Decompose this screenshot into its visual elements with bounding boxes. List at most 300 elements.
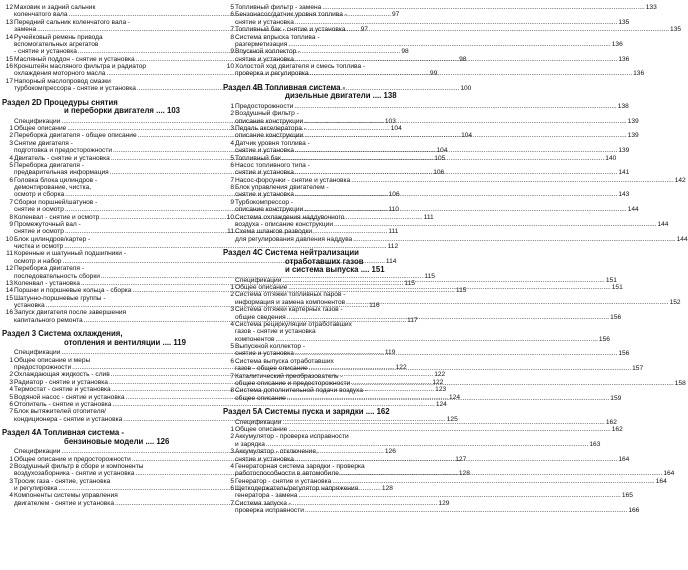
entry-title: Охлаждающая жидкость - слив	[14, 371, 110, 379]
entry-title-line: Система охлаждения наддувочного	[235, 213, 345, 221]
section-page: 119	[173, 337, 186, 347]
entry-number: 16	[5, 63, 13, 70]
entry-page: 156	[610, 313, 622, 321]
entry-title: предосторожности	[14, 364, 72, 371]
entry-page: 139	[627, 132, 639, 140]
entry-number: 4	[230, 462, 234, 470]
entry-title: Коленвал - установка	[14, 279, 80, 287]
entry-number: 4	[230, 139, 234, 147]
entry-page: 141	[618, 169, 630, 177]
entry-number: 7	[230, 372, 234, 380]
section-4b-heading: Раздел 4B Топливная система - дизельные двигатели .... 138	[223, 84, 435, 101]
toc-entry	[223, 357, 644, 373]
entry-title: Коленвал - снятие и осмотр	[14, 213, 100, 221]
entry-title: Переборка двигателя - общее описание	[14, 132, 137, 140]
entry-page: 164	[663, 470, 675, 478]
section-page: 126	[156, 436, 170, 446]
entry-title: снятие и установка	[235, 55, 294, 63]
toc-entry	[223, 228, 688, 243]
entry-title-line: демонтирование, чистка,	[14, 184, 92, 191]
entry-page: 105	[434, 154, 446, 162]
leader-dots	[295, 147, 617, 154]
entry-number: 10	[5, 235, 13, 243]
leader-dots	[304, 206, 626, 213]
leader-dots	[309, 365, 631, 372]
entry-number: 9	[9, 220, 13, 228]
entry-title: Общее описание	[14, 125, 67, 132]
entry-number: 10	[226, 213, 234, 221]
entry-title: снятие и установка	[235, 191, 294, 199]
entry-title-line: газов - снятие и установка	[235, 328, 316, 336]
entry-page: 135	[670, 26, 682, 34]
entry-title-line: Запуск двигателя после завершения	[14, 309, 127, 317]
entry-number: 8	[230, 184, 234, 191]
entry-page: 157	[632, 365, 644, 373]
entry-title: для регулирования давления наддува	[235, 235, 353, 243]
entry-number: 13	[5, 279, 13, 287]
entry-title-line: Снятие двигателя -	[14, 139, 73, 147]
entry-page: 111	[423, 213, 434, 221]
leader-dots	[346, 299, 668, 306]
leader-dots	[295, 456, 617, 463]
entry-number: 3	[9, 477, 13, 485]
entry-number: 13	[5, 18, 13, 26]
entry-page: 98	[401, 48, 409, 56]
toc-entry	[223, 33, 623, 49]
section-page: 103	[167, 106, 181, 116]
entry-page: 124	[448, 393, 460, 401]
entry-number: 5	[9, 393, 13, 401]
entry-title: Радиатор - снятие и установка	[14, 378, 108, 386]
entry-page: 104	[436, 147, 448, 155]
entry-title-line: Головка блока цилиндров -	[14, 176, 98, 184]
entry-page: 166	[628, 507, 640, 515]
entry-number: 8	[9, 213, 13, 221]
entry-number: 7	[9, 198, 13, 206]
entry-page: 144	[657, 220, 669, 228]
entry-title: снятие и установка	[235, 455, 294, 463]
entry-number: 2	[9, 462, 13, 470]
leader-dots	[347, 26, 669, 33]
section-4a-heading: Раздел 4A Топливная система - бензиновые модели .... 126	[2, 429, 213, 446]
entry-title-line: Холостой ход двигателя и смесь топлива -	[235, 63, 366, 70]
entry-page: 159	[610, 394, 622, 402]
entry-number: 6	[230, 11, 234, 19]
entry-number: 5	[230, 154, 234, 162]
entry-title: Предосторожности	[235, 102, 294, 110]
entry-title-line: Датчик уровня топлива -	[235, 139, 310, 147]
entry-title: установка	[14, 302, 45, 309]
entry-number: 17	[5, 77, 13, 85]
section-title-line-1: Раздел 4B Топливная система -	[223, 82, 346, 92]
entry-title: снятие и установка	[235, 169, 294, 177]
entry-title-line: Аккумулятор - проверка исправности	[235, 433, 349, 441]
entry-title-line: Ручейковый ремень привода	[14, 33, 103, 41]
entry-title: турбокомпрессора - снятие и установка	[14, 85, 136, 93]
entry-number: 7	[9, 408, 13, 416]
entry-title: описание конструкции	[235, 117, 304, 125]
entry-title: общее описание и предосторожности	[235, 379, 351, 387]
entry-title-line: вспомогательных агрегатов	[14, 40, 99, 48]
entry-title: описание конструкции	[235, 132, 304, 140]
entry-page: 127	[455, 455, 467, 463]
entry-page: 151	[611, 284, 623, 292]
entry-title: компонентов	[235, 335, 275, 343]
entry-title-line: Блок управления двигателем -	[235, 184, 329, 191]
toc-entry	[223, 343, 630, 358]
entry-number: 1	[230, 284, 234, 292]
entry-number: 10	[226, 63, 234, 70]
entry-title: замена	[14, 26, 37, 34]
entry-title: газов - общее описание	[235, 365, 308, 373]
entry-page: 97	[360, 26, 368, 34]
section-title-line-1: Раздел 3 Система охлаждения,	[2, 329, 123, 339]
entry-number: 11	[227, 228, 234, 236]
entry-number: 3	[230, 125, 234, 132]
entry-number: 4	[9, 492, 13, 500]
toc-entry	[223, 11, 630, 26]
entry-number: 8	[230, 33, 234, 41]
toc-entry	[2, 55, 467, 63]
entry-number: 5	[9, 161, 13, 169]
entry-title: общее описание	[235, 394, 286, 402]
entry-page: 129	[438, 499, 450, 507]
entry-page: 122	[395, 364, 407, 371]
entry-title-line: Каталитический преобразователь -	[235, 372, 343, 380]
entry-title: описание конструкции	[235, 206, 304, 214]
entry-number: 2	[9, 132, 13, 140]
entry-number: 12	[5, 265, 13, 273]
entry-number: 9	[230, 198, 234, 206]
entry-page: 124	[435, 400, 447, 408]
leader-dots	[282, 155, 604, 162]
entry-title-line: Аккумулятор - отключение,	[235, 448, 318, 456]
entry-title-line: Коренные и шатунный подшипники -	[14, 250, 127, 258]
entry-page: 164	[618, 455, 630, 463]
entry-title: - снятие и установка	[14, 48, 77, 56]
entry-title-line: Генераторная система зарядки - проверка	[235, 462, 365, 470]
section-page: 138	[383, 91, 397, 101]
section-3-heading: Раздел 3 Система охлаждения, отопления и вентиляции .... 119	[2, 330, 213, 347]
entry-page: 158	[674, 379, 686, 387]
entry-page: 142	[674, 176, 686, 184]
entry-title: Топливный фильтр - замена	[235, 4, 322, 11]
leader-dots	[294, 103, 616, 110]
entry-page: 133	[645, 4, 657, 11]
entry-page: 103	[384, 117, 396, 125]
entry-title: разгерметизация	[235, 40, 288, 48]
entry-title: и зарядка	[235, 440, 265, 448]
entry-number: 2	[230, 110, 234, 118]
entry-page: 165	[621, 492, 633, 500]
leader-dots	[266, 441, 588, 448]
entry-page: 112	[387, 243, 399, 250]
entry-title: Топливный бак - снятие и установка	[235, 26, 346, 34]
entry-page: 115	[455, 287, 467, 295]
entry-number: 4	[9, 386, 13, 394]
entry-title: чистка и осмотр	[14, 243, 64, 250]
entry-title: проверка исправности	[235, 507, 304, 515]
entry-title-line: Блок цилиндров/картер -	[14, 235, 91, 243]
entry-title: Генератор - снятие и установка	[235, 477, 332, 485]
entry-page: 140	[605, 154, 617, 162]
entry-number: 1	[9, 356, 13, 364]
entry-title: осмотр и сборка	[14, 191, 65, 199]
entry-page: 116	[369, 302, 380, 309]
leader-dots	[304, 118, 626, 125]
section-title-line-3: и система выпуска	[285, 265, 359, 275]
entry-page: 98	[459, 55, 467, 63]
entry-title-line: Воздушный фильтр -	[235, 110, 299, 118]
entry-title: последовательность сборки	[14, 272, 100, 280]
entry-title-line: Система запуска -	[235, 499, 291, 507]
entry-title: проверка и регулировка	[235, 70, 309, 78]
leader-dots	[310, 70, 632, 77]
entry-page: 122	[432, 378, 444, 386]
entry-page: 136	[611, 40, 623, 48]
leader-dots	[295, 191, 617, 198]
leader-dots	[282, 277, 604, 284]
entry-title-line: Система отгяжки картерных газов -	[235, 306, 343, 314]
entry-number: 14	[5, 287, 13, 295]
entry-page: 162	[611, 426, 623, 433]
entry-title-line: Тросик газа - снятие, установка	[14, 477, 111, 485]
toc-entry	[223, 198, 639, 214]
entry-number: 15	[5, 55, 13, 63]
entry-page: 143	[618, 191, 630, 199]
leader-dots	[275, 336, 597, 343]
entry-title: снятие и установка	[235, 147, 294, 155]
leader-dots	[334, 221, 656, 228]
entry-title-line: Насос топливного типа -	[235, 161, 310, 169]
entry-title-line: Передний сальник коленчатого вала -	[14, 18, 131, 26]
entry-number: 1	[230, 426, 234, 433]
entry-title-line: Система отгяжки топливных паров -	[235, 291, 346, 299]
entry-title: Спецификации	[14, 117, 61, 125]
entry-page: 111	[388, 228, 399, 236]
entry-page: 163	[589, 440, 601, 448]
section-title-line-1: Раздел 4C Система нейтрализации	[223, 248, 359, 257]
entry-page: 126	[384, 448, 396, 456]
entry-page: 123	[435, 386, 447, 394]
entry-number: 5	[230, 4, 234, 11]
entry-page: 125	[446, 415, 458, 423]
leader-dots	[305, 507, 627, 514]
entry-title: снятие и осмотр	[14, 228, 64, 236]
entry-title: кондиционера - снятие и установка	[14, 415, 123, 423]
entry-page: 106	[388, 191, 400, 199]
entry-title-line: Переборка двигателя -	[14, 161, 84, 169]
entry-page: 97	[392, 11, 400, 19]
entry-number: 1	[9, 125, 13, 132]
entry-title-line: Впускной коллектор -	[235, 48, 301, 56]
section-page: 151	[371, 265, 385, 275]
entry-title-line: Напорный маслопровод смазки	[14, 77, 111, 85]
entry-page: 104	[390, 125, 402, 132]
entry-page: 156	[618, 350, 630, 358]
entry-page: 100	[460, 85, 472, 93]
entry-title-line: Щеткодержатель/регулятор напряжения	[235, 485, 359, 492]
entry-number: 15	[5, 294, 13, 302]
entry-title: и регулировка	[14, 485, 58, 492]
entry-page: 164	[655, 477, 667, 485]
entry-number: 7	[230, 499, 234, 507]
leader-dots	[295, 350, 617, 357]
entry-title: генератора - замена	[235, 492, 298, 500]
entry-page: 110	[388, 206, 399, 214]
entry-number: 2	[9, 371, 13, 379]
entry-page: 106	[433, 169, 445, 177]
entry-title: Двигатель - снятие и установка	[14, 154, 110, 162]
entry-number: 8	[230, 387, 234, 395]
entry-title-line: Система выпуска отработавших	[235, 357, 334, 365]
leader-dots	[288, 284, 610, 291]
entry-title: Общее описание и предосторожности	[14, 455, 131, 463]
entry-title: Спецификации	[14, 349, 61, 357]
entry-page: 156	[598, 335, 610, 343]
section-5a-heading: Раздел 5A Системы пуска и зарядки .... 162	[223, 407, 390, 417]
entry-page: 152	[669, 298, 681, 306]
entry-title-line: Бензонасос/датчик уровня топлива -	[235, 11, 347, 19]
entry-number: 5	[230, 343, 234, 351]
entry-title-line: Система рециркуляции отработавших	[235, 320, 352, 328]
leader-dots	[304, 132, 626, 139]
section-title-line-1: Раздел 4A Топливная система -	[2, 428, 124, 437]
toc-entry	[223, 176, 686, 184]
section-title-line-2: и переборки двигателя	[64, 106, 154, 116]
section-title-line-1: Раздел 5A Системы пуска и зарядки	[223, 407, 364, 417]
entry-page: 151	[605, 276, 617, 284]
section-title-line-1: Раздел 2D Процедуры снятия	[2, 97, 118, 107]
section-page: 162	[376, 407, 390, 417]
entry-title: воздуха - описание конструкции	[235, 220, 334, 228]
section-title-line-2: дизельные двигатели	[285, 91, 371, 101]
entry-page: 104	[461, 132, 473, 140]
entry-title-line: Система дополнительной подачи воздуха -	[235, 387, 368, 395]
leader-dots	[298, 492, 620, 499]
leader-dots	[353, 236, 675, 243]
entry-title: коленчатого вала	[14, 11, 68, 19]
entry-title: предварительная информация	[14, 169, 109, 177]
entry-page: 114	[385, 257, 397, 265]
toc-entry	[223, 426, 623, 433]
entry-page: 139	[627, 117, 639, 125]
entry-page: 128	[458, 470, 470, 478]
entry-number: 5	[230, 477, 234, 485]
leader-dots	[295, 56, 617, 63]
leader-dots	[351, 380, 673, 387]
section-4c-heading: Раздел 4C Система нейтрализации отработавших газов и система выпуска .... 151	[223, 249, 435, 275]
entry-number: 3	[9, 139, 13, 147]
entry-number: 16	[5, 309, 13, 317]
entry-number: 2	[230, 291, 234, 299]
entry-title: Отопитель - снятие и установка	[14, 400, 112, 408]
entry-number: 3	[230, 306, 234, 314]
toc-entry	[223, 4, 657, 11]
entry-number: 4	[9, 154, 13, 162]
entry-page: 119	[384, 349, 396, 357]
section-title-line-2: отработавших газов	[285, 256, 364, 266]
entry-title-line: Система впрыска топлива -	[235, 33, 320, 41]
entry-page: 139	[618, 147, 630, 155]
section-title-line-2: отопления и вентиляции	[64, 337, 161, 347]
entry-number: 2	[230, 433, 234, 441]
entry-page: 128	[381, 485, 393, 492]
toc-entry	[223, 433, 601, 448]
entry-title-line: Общее описание и меры	[14, 356, 91, 364]
entry-title: капитального ремонта	[14, 316, 83, 324]
entry-page: 135	[618, 18, 630, 26]
toc-entry	[223, 306, 622, 321]
leader-dots	[282, 419, 604, 426]
entry-title: Термостат - снятие и установка	[14, 386, 111, 394]
toc-entry	[223, 63, 645, 78]
entry-title: Спецификации	[235, 418, 282, 426]
entry-title: Поршни и поршневые кольца - сборка	[14, 287, 132, 295]
entry-number: 1	[230, 102, 234, 110]
entry-title-line: Воздушный фильтр в сборе и компоненты	[14, 462, 144, 470]
leader-dots	[287, 314, 609, 321]
entry-title: воздухозаборника - снятие и установка	[14, 470, 135, 478]
entry-title-line: Сборки поршней/шатунов -	[14, 198, 98, 206]
entry-title-line: Кронштейн масляного фильтра и радиатор	[14, 63, 147, 70]
entry-title-line: Переборка двигателя -	[14, 265, 84, 273]
entry-page: 144	[676, 235, 688, 243]
toc-entry	[223, 485, 633, 500]
entry-title: осмотр и набор	[14, 257, 62, 265]
entry-number: 6	[230, 485, 234, 492]
entry-page: 138	[617, 102, 629, 110]
entry-page: 115	[424, 272, 435, 280]
entry-number: 6	[230, 161, 234, 169]
entry-number: 3	[9, 378, 13, 386]
entry-number: 9	[230, 48, 234, 56]
entry-number: 4	[230, 320, 234, 328]
leader-dots	[288, 426, 610, 433]
entry-title: работоспособности в автомобиле	[235, 470, 339, 478]
entry-page: 144	[627, 206, 639, 214]
entry-title: снятие и осмотр	[14, 206, 64, 214]
leader-dots	[332, 478, 654, 485]
entry-title-line: Блок вытяжителей отопителя/	[14, 408, 106, 416]
entry-number: 6	[9, 400, 13, 408]
entry-title-line: Педаль акселератора -	[235, 125, 306, 132]
entry-title: Масляный поддон - снятие и установка	[14, 55, 135, 63]
toc-entry	[223, 477, 667, 485]
entry-title: снятие и установка	[235, 350, 294, 358]
entry-page: 122	[434, 371, 446, 379]
entry-title: снятие и установка	[235, 18, 294, 26]
entry-title: Спецификации	[235, 276, 282, 284]
entry-title: охлаждения моторного масла	[14, 70, 106, 78]
entry-page: 115	[404, 279, 415, 287]
entry-title-line: Схема шлангов разводки	[235, 228, 313, 236]
entry-title: Общее описание	[235, 426, 288, 433]
toc-entry	[223, 26, 682, 34]
entry-page: 162	[605, 418, 617, 426]
toc-entry	[223, 110, 639, 125]
leader-dots	[295, 169, 617, 176]
leader-dots	[322, 4, 644, 11]
entry-number: 6	[230, 357, 234, 365]
entry-title: двигателем - снятие и установка	[14, 499, 114, 507]
leader-dots	[340, 470, 662, 477]
section-title-line-2: бензиновые модели	[64, 436, 144, 446]
entry-title-line: Шатунно-поршневые группы -	[14, 294, 106, 302]
entry-number: 11	[6, 250, 13, 258]
entry-title: Спецификации	[14, 448, 61, 456]
entry-page: 136	[633, 70, 645, 78]
